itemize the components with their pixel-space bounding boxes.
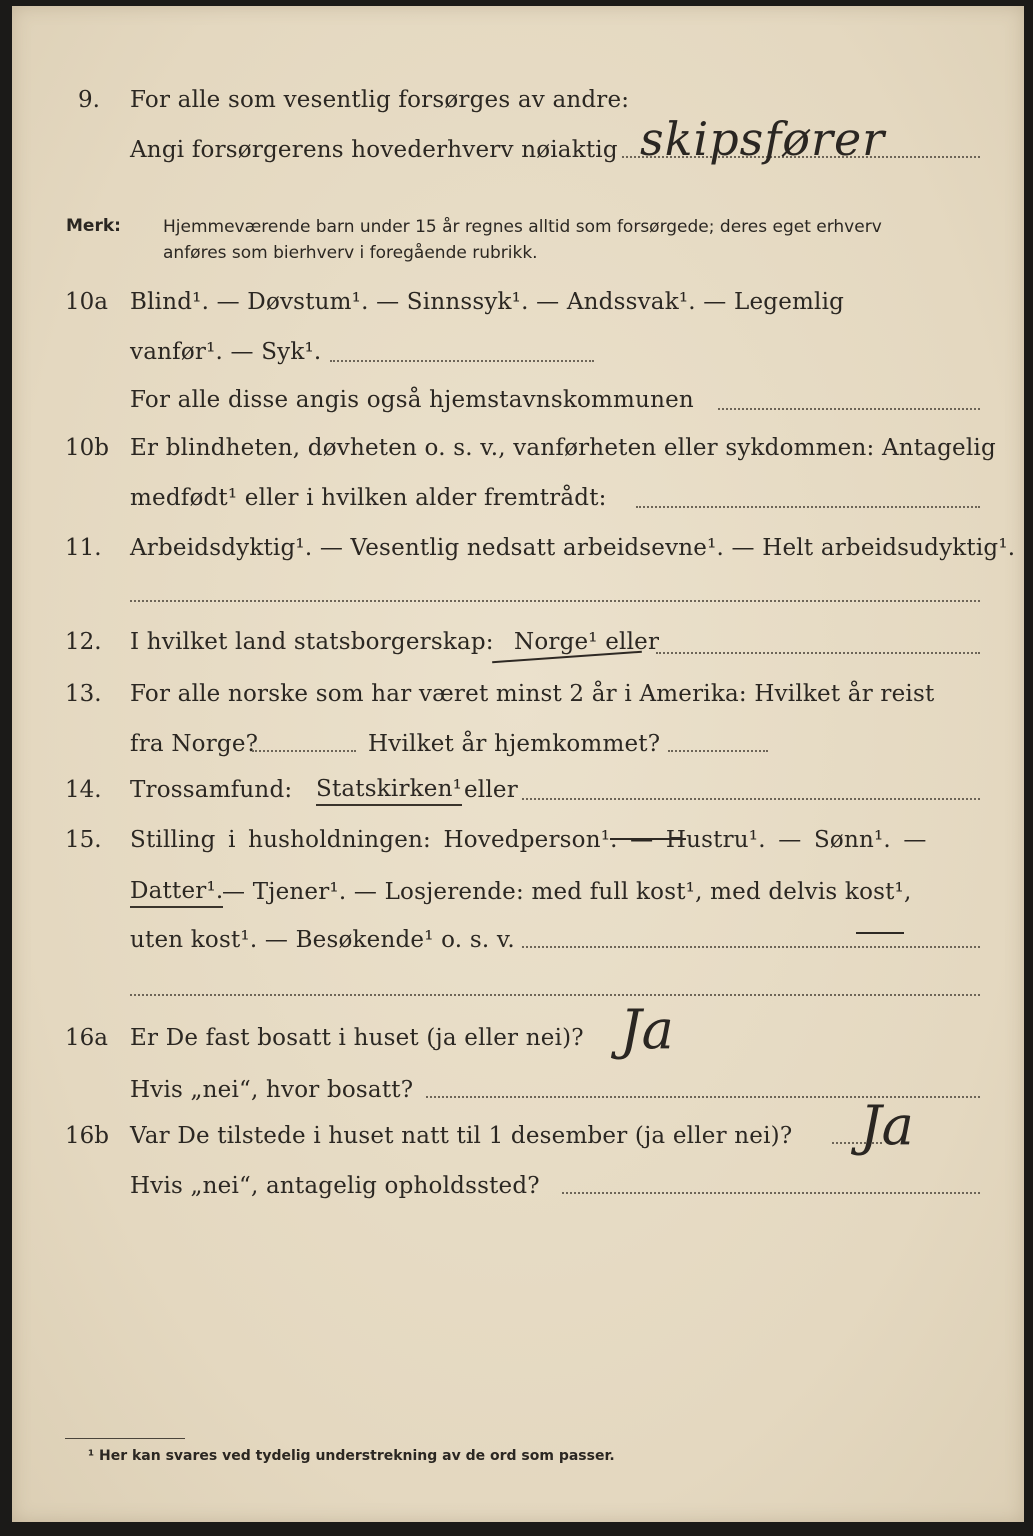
q16b-line1: Var De tilstede i huset natt til 1 desember (ja eller nei)? <box>130 1123 793 1149</box>
q13-line1: For alle norske som har været minst 2 år i Amerika: Hvilket år reist <box>130 681 935 707</box>
q14-label: Trossamfund: <box>130 777 293 803</box>
q9-line1: For alle som vesentlig forsørges av andre: <box>130 87 630 113</box>
q13-number: 13. <box>65 681 102 707</box>
q16a-handwritten-answer: Ja <box>620 998 674 1061</box>
q14-answer-line <box>522 798 980 800</box>
q15-number: 15. <box>65 827 102 853</box>
q15-line1: Stilling i husholdningen: Hovedperson¹. — Hustru¹. — Sønn¹. — <box>130 827 927 853</box>
q14-number: 14. <box>65 777 102 803</box>
q15-line2-rest: — Tjener¹. — Losjerende: med full kost¹, med delvis kost¹, <box>222 879 912 905</box>
q16a-line2: Hvis „nei“, hvor bosatt? <box>130 1077 414 1103</box>
q9-handwritten-answer: skipsfører <box>640 112 886 166</box>
q15-answer-line <box>522 946 980 948</box>
q9-line2: Angi forsørgerens hovederhverv nøiaktig <box>130 137 618 163</box>
q16b-number: 16b <box>65 1123 109 1149</box>
q12-answer-line <box>656 652 980 654</box>
q15-extra-line <box>130 994 980 996</box>
q10b-line2: medfødt¹ eller i hvilken alder fremtrådt: <box>130 485 607 511</box>
q13-line2a: fra Norge? <box>130 731 259 757</box>
q15-datter-option: Datter¹. <box>130 876 223 908</box>
q13-hjemkommet-line <box>668 750 768 752</box>
merk-line2: anføres som bierhverv i foregående rubrikk. <box>163 243 538 263</box>
q16b-handwritten-answer: Ja <box>860 1094 914 1157</box>
q10b-number: 10b <box>65 435 109 461</box>
q11-line1: Arbeidsdyktig¹. — Vesentlig nedsatt arbeidsevne¹. — Helt arbeidsudyktig¹. <box>130 535 1016 561</box>
q14-statskirken-option: Statskirken¹ <box>316 774 462 806</box>
q16a-number: 16a <box>65 1025 108 1051</box>
q13-line2b: Hvilket år hjemkommet? <box>368 731 661 757</box>
q16b-line2: Hvis „nei“, antagelig opholdssted? <box>130 1173 540 1199</box>
q10a-hjemstavn-line <box>718 408 980 410</box>
q9-number: 9. <box>78 87 100 113</box>
q13-reist-line <box>252 750 356 752</box>
q15-line3: uten kost¹. — Besøkende¹ o. s. v. <box>130 927 515 953</box>
footnote: ¹ Her kan svares ved tydelig understrekning av de ord som passer. <box>88 1448 615 1464</box>
q12-norge-option: Norge¹ eller <box>514 629 660 655</box>
q12-line1: I hvilket land statsborgerskap: <box>130 629 494 655</box>
q10a-line3: For alle disse angis også hjemstavnskommunen <box>130 387 694 413</box>
merk-label: Merk: <box>66 216 121 236</box>
q12-number: 12. <box>65 629 102 655</box>
q10b-line1: Er blindheten, døvheten o. s. v., vanførheten eller sykdommen: Antagelig <box>130 435 996 461</box>
q10a-line2: vanfør¹. — Syk¹. <box>130 339 322 365</box>
q10a-syk-line <box>330 360 594 362</box>
q16b-opholdssted-line <box>562 1192 980 1194</box>
q10a-line1: Blind¹. — Døvstum¹. — Sinnssyk¹. — Andssvak¹. — Legemlig <box>130 289 845 315</box>
q15-delvis-mark <box>856 932 904 934</box>
q11-number: 11. <box>65 535 102 561</box>
q10a-number: 10a <box>65 289 108 315</box>
q14-eller: eller <box>464 777 518 803</box>
merk-line1: Hjemmeværende barn under 15 år regnes alltid som forsørgede; deres eget erhverv <box>163 217 882 237</box>
q11-answer-line <box>130 600 980 602</box>
q15-hovedperson-strike <box>610 838 686 840</box>
footnote-rule <box>65 1438 185 1439</box>
q16a-line1: Er De fast bosatt i huset (ja eller nei)? <box>130 1025 584 1051</box>
q10b-alder-line <box>636 506 980 508</box>
